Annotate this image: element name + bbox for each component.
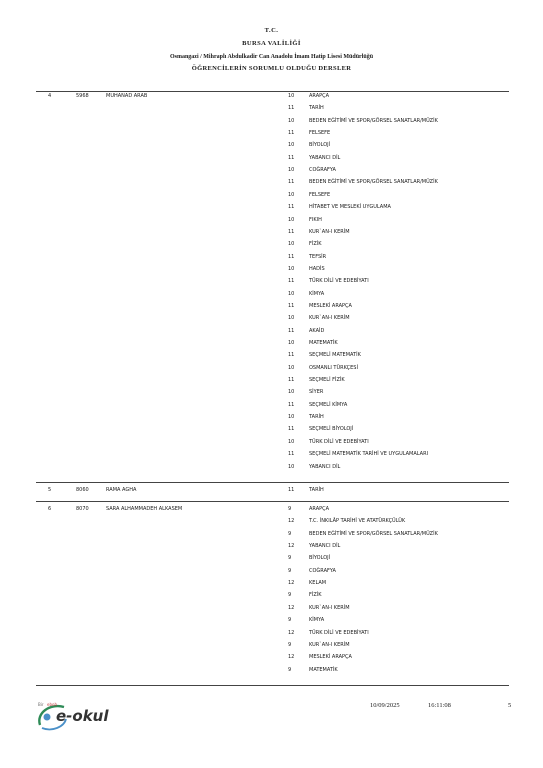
course-name: KELAM xyxy=(309,580,327,587)
eokul-logo-icon xyxy=(34,699,114,733)
row-divider xyxy=(36,91,509,92)
course-name: TÜRK DİLİ VE EDEBİYATI xyxy=(309,438,369,445)
course-name: FELSEFE xyxy=(309,130,331,137)
course-grade: 11 xyxy=(288,253,295,260)
course-name: AKAİD xyxy=(309,327,325,334)
course-name: COĞRAFYA xyxy=(309,567,336,574)
course-name: COĞRAFYA xyxy=(309,167,336,174)
course-grade: 11 xyxy=(288,154,295,161)
course-name: SEÇMELİ MATEMATİK xyxy=(309,352,361,359)
course-name: KUR`AN-I KERİM xyxy=(309,641,350,648)
student-name: RAMA AGHA xyxy=(106,487,137,493)
student-id: 8060 xyxy=(76,487,89,493)
course-name: FIKIH xyxy=(309,216,322,223)
course-grade: 11 xyxy=(288,352,295,359)
course-grade: 10 xyxy=(288,389,295,396)
course-grade: 12 xyxy=(288,654,295,661)
course-name: BEDEN EĞİTİMİ VE SPOR/GÖRSEL SANATLAR/MÜZİK xyxy=(309,530,438,537)
course-name: TÜRK DİLİ VE EDEBİYATI xyxy=(309,278,369,285)
course-grade: 10 xyxy=(288,364,295,371)
course-grade: 11 xyxy=(288,179,295,186)
course-grade: 10 xyxy=(288,117,295,124)
course-name: SEÇMELİ MATEMATİK TARİHİ VE UYGULAMALARI xyxy=(309,451,429,458)
student-number: 6 xyxy=(48,506,52,512)
course-grade: 10 xyxy=(288,290,295,297)
course-name: MATEMATİK xyxy=(309,340,338,346)
footer-time: 16:11:08 xyxy=(428,702,451,709)
course-name: ARAPÇA xyxy=(309,93,330,99)
course-grade: 10 xyxy=(288,167,295,174)
course-name: FİZİK xyxy=(309,592,322,599)
course-name: YABANCI DİL xyxy=(309,463,341,470)
course-grade: 11 xyxy=(288,426,295,433)
logo-text: e-okul xyxy=(56,707,109,725)
course-name: ARAPÇA xyxy=(309,506,330,512)
course-name: HADİS xyxy=(309,265,325,272)
student-number: 4 xyxy=(48,93,52,99)
footer-date: 10/09/2025 xyxy=(370,702,400,709)
course-grade: 11 xyxy=(288,302,295,309)
course-grade: 11 xyxy=(288,327,295,334)
course-name: TARİH xyxy=(309,414,324,421)
course-grade: 9 xyxy=(288,641,292,648)
eokul-logo xyxy=(34,699,114,733)
student-number: 5 xyxy=(48,487,52,493)
course-grade: 10 xyxy=(288,265,295,272)
course-grade: 10 xyxy=(288,463,295,470)
course-grade: 11 xyxy=(288,487,295,493)
course-name: YABANCI DİL xyxy=(309,154,341,161)
course-name: TARİH xyxy=(309,105,324,112)
course-grade: 10 xyxy=(288,315,295,322)
course-grade: 11 xyxy=(288,204,295,211)
course-name: FELSEFE xyxy=(309,191,331,198)
course-name: KUR`AN-I KERİM xyxy=(309,228,350,235)
course-name: MESLEKİ ARAPÇA xyxy=(309,654,352,661)
course-grade: 11 xyxy=(288,105,295,112)
course-name: BEDEN EĞİTİMİ VE SPOR/GÖRSEL SANATLAR/MÜZİK xyxy=(309,179,438,186)
student-id: 5968 xyxy=(76,93,89,99)
course-name: MATEMATİK xyxy=(309,666,338,673)
course-grade: 9 xyxy=(288,617,292,624)
page-number: 5 xyxy=(508,702,512,709)
course-grade: 12 xyxy=(288,543,295,550)
page-title: ÖĞRENCİLERİN SORUMLU OLDUĞU DERSLER xyxy=(191,65,352,72)
course-name: KİMYA xyxy=(309,617,325,624)
course-name: FİZİK xyxy=(309,241,322,248)
course-grade: 9 xyxy=(288,592,292,599)
course-name: TARİH xyxy=(309,487,324,493)
course-name: BEDEN EĞİTİMİ VE SPOR/GÖRSEL SANATLAR/MÜZİK xyxy=(309,117,438,124)
row-divider xyxy=(36,685,509,686)
course-grade: 12 xyxy=(288,604,295,611)
row-divider xyxy=(36,482,509,483)
course-name: TEFSİR xyxy=(309,253,327,260)
course-name: YABANCI DİL xyxy=(309,543,341,550)
course-grade: 9 xyxy=(288,506,292,512)
course-name: TÜRK DİLİ VE EDEBİYATI xyxy=(309,629,369,636)
course-name: SEÇMELİ KİMYA xyxy=(309,401,348,408)
course-name: T.C. İNKILÂP TARİHİ VE ATATÜRKÇÜLÜK xyxy=(309,518,406,525)
student-name: MUHANAD ARAB xyxy=(106,93,148,99)
logo-small-text: Bir xyxy=(38,702,44,707)
course-grade: 10 xyxy=(288,438,295,445)
course-name: HİTABET VE MESLEKİ UYGULAMA xyxy=(309,204,391,211)
course-grade: 11 xyxy=(288,130,295,137)
course-grade: 10 xyxy=(288,142,295,149)
course-grade: 12 xyxy=(288,580,295,587)
course-name: BİYOLOJİ xyxy=(309,555,331,562)
course-grade: 10 xyxy=(288,414,295,421)
row-divider xyxy=(36,501,509,502)
course-name: OSMANLI TÜRKÇESİ xyxy=(309,364,358,371)
header-school: Osmangazi / Mihraplı Abdulkadir Can Anadolu İmam Hatip Lisesi Müdürlüğü xyxy=(169,54,374,60)
course-grade: 12 xyxy=(288,629,295,636)
course-name: KUR`AN-I KERİM xyxy=(309,604,350,611)
course-name: SİYER xyxy=(309,389,324,396)
course-grade: 9 xyxy=(288,567,292,574)
header-governorship: BURSA VALİLİĞİ xyxy=(242,40,301,47)
course-grade: 11 xyxy=(288,228,295,235)
course-grade: 12 xyxy=(288,518,295,525)
course-grade: 11 xyxy=(288,401,295,408)
course-grade: 11 xyxy=(288,377,295,384)
course-name: SEÇMELİ BİYOLOJİ xyxy=(309,426,354,433)
course-grade: 10 xyxy=(288,191,295,198)
logo-small-text-2: ebob xyxy=(47,702,57,707)
course-grade: 9 xyxy=(288,530,292,537)
course-name: BİYOLOJİ xyxy=(309,142,331,149)
course-name: KİMYA xyxy=(309,290,325,297)
course-name: MESLEKİ ARAPÇA xyxy=(309,302,352,309)
course-grade: 9 xyxy=(288,555,292,562)
course-grade: 11 xyxy=(288,278,295,285)
header-tc: T.C. xyxy=(264,27,279,34)
course-grade: 10 xyxy=(288,216,295,223)
course-name: SEÇMELİ FİZİK xyxy=(309,377,345,384)
student-name: SARA ALHAMMADEH ALKASEM xyxy=(106,506,183,512)
course-name: KUR`AN-I KERİM xyxy=(309,315,350,322)
course-grade: 10 xyxy=(288,241,295,248)
course-grade: 10 xyxy=(288,93,295,99)
course-grade: 11 xyxy=(288,451,295,458)
course-grade: 10 xyxy=(288,340,295,346)
student-id: 8070 xyxy=(76,506,89,512)
course-grade: 9 xyxy=(288,666,292,673)
